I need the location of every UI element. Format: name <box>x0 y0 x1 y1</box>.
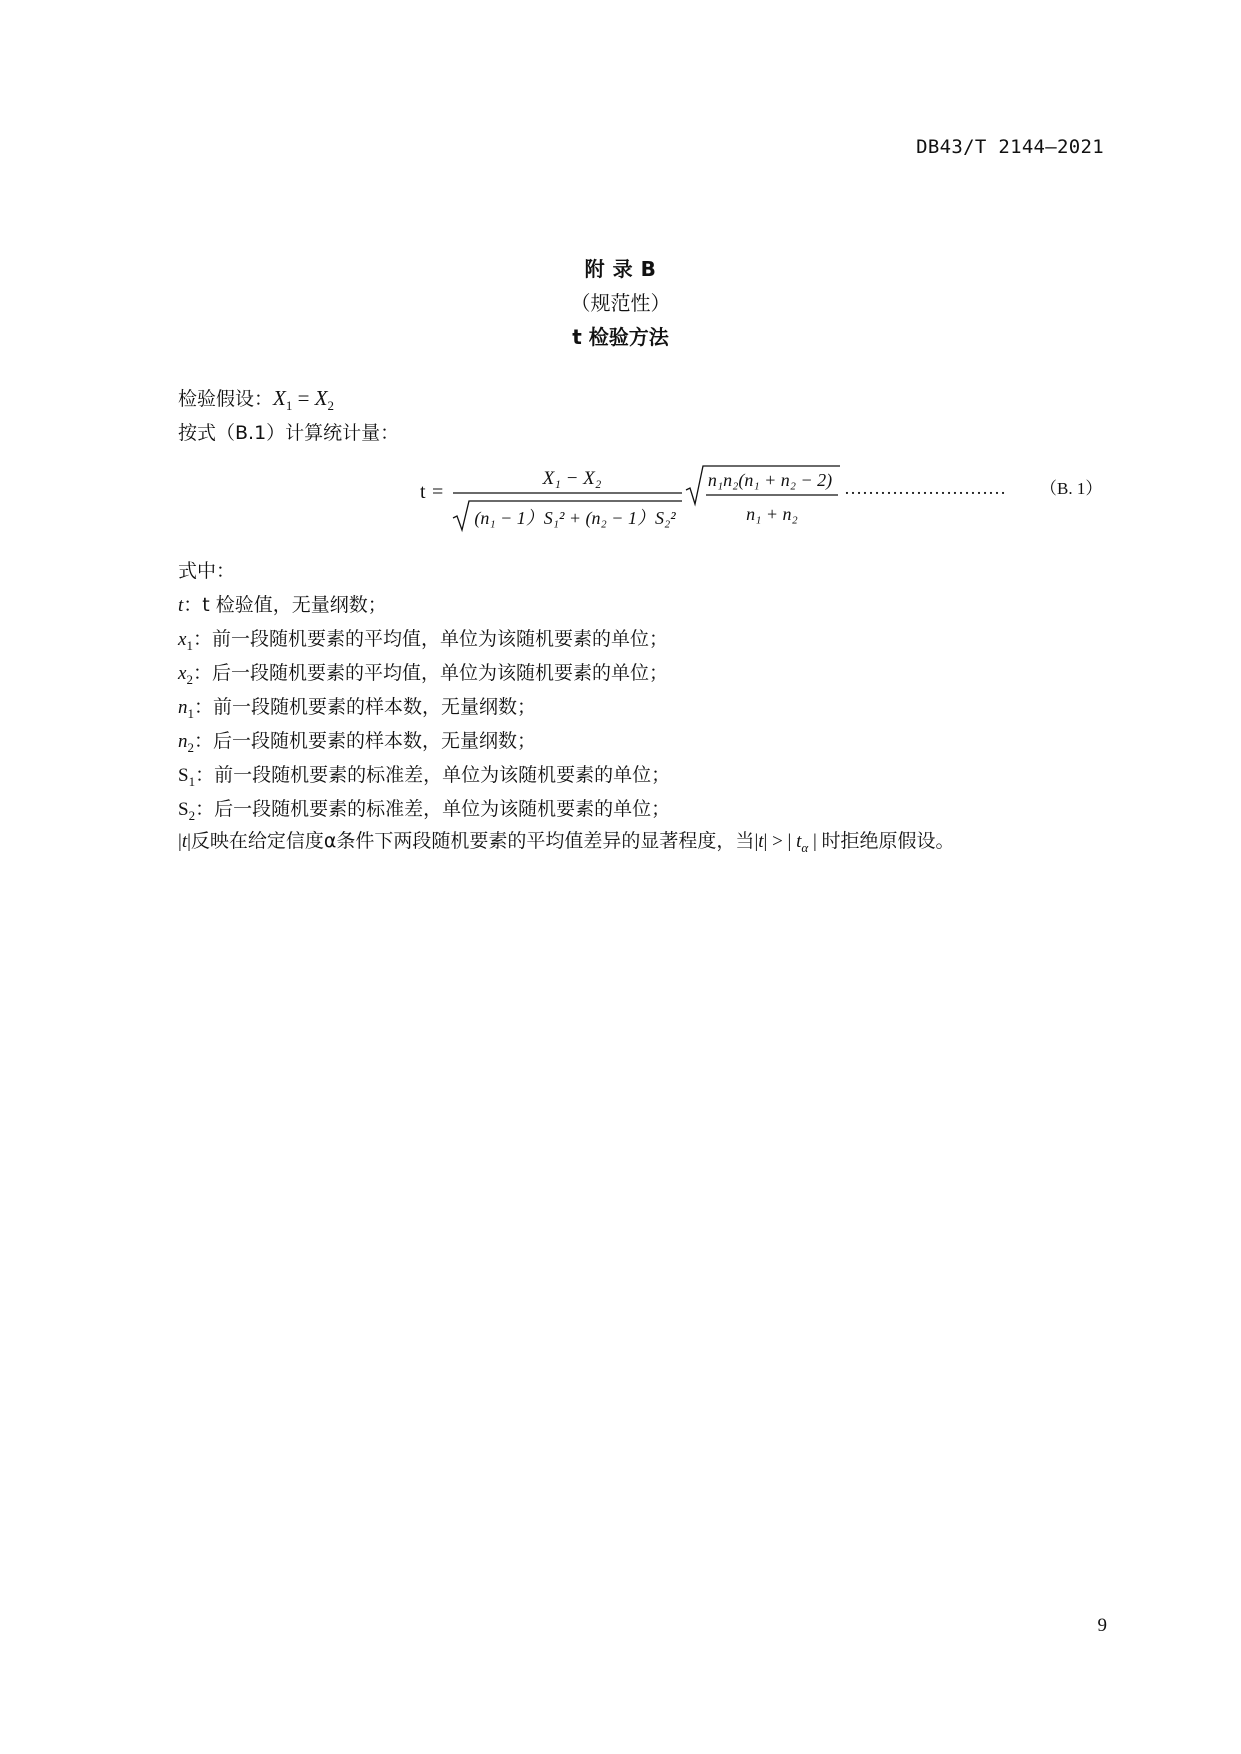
equation-label: （B. 1） <box>1040 479 1103 498</box>
reject-condition: |t| > | $t_\alpha$ | <box>754 831 822 855</box>
variable-item: t：t 检验值，无量纲数； <box>178 594 387 616</box>
page-number: 9 <box>1097 1615 1107 1636</box>
hypothesis-label: 检验假设： <box>178 388 274 410</box>
variable-item: $n_2$：后一段随机要素的样本数，无量纲数； <box>178 730 537 755</box>
standard-code: DB43/T 2144—2021 <box>916 136 1104 158</box>
conclusion-line <box>178 826 955 856</box>
conclusion-post: 时拒绝原假设。 <box>821 830 955 852</box>
annex-heading: t 检验方法 <box>572 325 669 349</box>
hypothesis-line <box>178 384 334 414</box>
abs-t-symbol: |t| <box>178 831 191 852</box>
variable-list <box>178 590 670 828</box>
variable-item: $S_1$：前一段随机要素的标准差，单位为该随机要素的单位； <box>178 764 671 789</box>
hypothesis-formula: $X_1 = X_2$ <box>273 386 335 414</box>
variable-item: $S_2$：后一段随机要素的标准差，单位为该随机要素的单位； <box>178 798 671 823</box>
svg-text:=: = <box>432 481 444 503</box>
annex-type: （规范性） <box>570 291 671 315</box>
equation-sqrt-denominator: n₁ + n₂ <box>746 504 798 524</box>
calc-intro: 按式（B.1）计算统计量： <box>178 422 400 444</box>
where-label: 式中： <box>178 560 236 582</box>
equation-lhs: t <box>420 481 426 503</box>
conclusion-pre: 反映在给定信度α条件下两段随机要素的平均值差异的显著程度，当 <box>190 830 755 852</box>
equation-leader: ……………………… <box>844 478 1006 498</box>
equation-denominator: (n₁ − 1）S₁² + (n₂ − 1）S₂² <box>474 508 676 528</box>
equation-sqrt-numerator: n₁n₂(n₁ + n₂ − 2) <box>707 470 833 490</box>
variable-item: $n_1$：前一段随机要素的样本数，无量纲数； <box>178 696 537 721</box>
variable-item: $x_2$：后一段随机要素的平均值，单位为该随机要素的单位； <box>178 662 668 687</box>
equation-b1 <box>420 460 1120 540</box>
equation-numerator: X₁ − X₂ <box>542 468 602 489</box>
variable-item: $x_1$：前一段随机要素的平均值，单位为该随机要素的单位； <box>178 628 668 653</box>
annex-title: 附 录 B <box>584 257 657 281</box>
